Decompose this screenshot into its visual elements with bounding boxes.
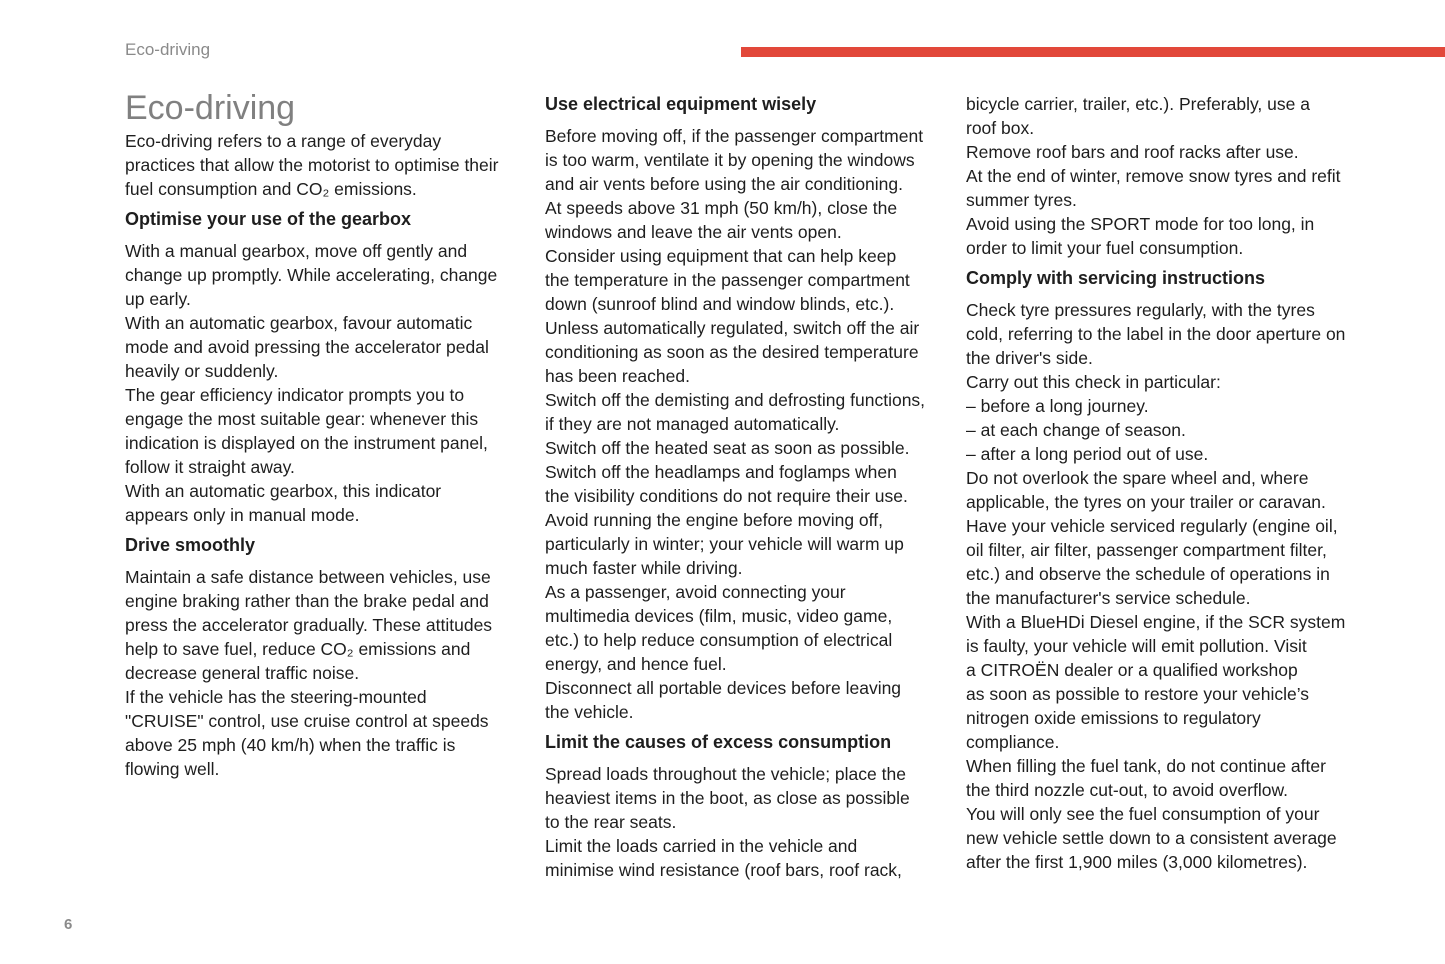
section-heading	[966, 266, 1386, 290]
page-number: 6	[64, 916, 73, 933]
text-line: minimise wind resistance (roof bars, roof rack,	[545, 860, 902, 880]
text-line: nitrogen oxide emissions to regulatory	[966, 708, 1261, 728]
text-line: – at each change of season.	[966, 420, 1186, 440]
text-line: energy, and hence fuel.	[545, 654, 727, 674]
text-line: practices that allow the motorist to optimise their	[125, 155, 499, 175]
text-line: With an automatic gearbox, this indicator	[125, 481, 442, 501]
text-line: change up promptly. While accelerating, change	[125, 265, 498, 285]
text-line: Check tyre pressures regularly, with the tyres	[966, 300, 1315, 320]
text-line: roof box.	[966, 118, 1035, 138]
text-line: Consider using equipment that can help keep	[545, 246, 897, 266]
section-heading	[545, 92, 965, 116]
text-line: conditioning as soon as the desired temperature	[545, 342, 919, 362]
text-line: fuel consumption and CO₂ emissions.	[125, 179, 417, 199]
text-line: order to limit your fuel consumption.	[966, 238, 1244, 258]
text-line: – before a long journey.	[966, 396, 1149, 416]
text-line: Switch off the demisting and defrosting functions,	[545, 390, 926, 410]
text-line: The gear efficiency indicator prompts you to	[125, 385, 465, 405]
text-line: has been reached.	[545, 366, 690, 386]
section-heading	[545, 730, 965, 754]
text-line: engine braking rather than the brake pedal and	[125, 591, 489, 611]
text-line: the visibility conditions do not require their use.	[545, 486, 908, 506]
text-line: compliance.	[966, 732, 1060, 752]
text-line: Optimise your use of the gearbox	[125, 209, 412, 229]
text-line: help to save fuel, reduce CO₂ emissions and	[125, 639, 471, 659]
text-line: mode and avoid pressing the accelerator pedal	[125, 337, 489, 357]
text-line: With a BlueHDi Diesel engine, if the SCR system	[966, 612, 1346, 632]
text-line: much faster while driving.	[545, 558, 743, 578]
text-line: particularly in winter; your vehicle will warm up	[545, 534, 904, 554]
text-line: heavily or suddenly.	[125, 361, 279, 381]
text-line: etc.) to help reduce consumption of electrical	[545, 630, 893, 650]
text-line: Limit the loads carried in the vehicle and	[545, 836, 858, 856]
text-line: press the accelerator gradually. These attitudes	[125, 615, 493, 635]
text-line: When filling the fuel tank, do not continue after	[966, 756, 1326, 776]
paragraph	[125, 239, 545, 527]
text-line: summer tyres.	[966, 190, 1077, 210]
text-line: engage the most suitable gear: whenever this	[125, 409, 479, 429]
text-line: Switch off the headlamps and foglamps when	[545, 462, 897, 482]
text-line: Avoid using the SPORT mode for too long, in	[966, 214, 1315, 234]
text-line: up early.	[125, 289, 191, 309]
text-line: the driver's side.	[966, 348, 1093, 368]
text-line: Unless automatically regulated, switch off the air	[545, 318, 920, 338]
text-line: oil filter, air filter, passenger compartment filter,	[966, 540, 1327, 560]
section-heading	[125, 207, 545, 231]
text-line: is faulty, your vehicle will emit pollution. Visit	[966, 636, 1307, 656]
text-line: Carry out this check in particular:	[966, 372, 1221, 392]
text-line: Eco-driving	[125, 89, 296, 127]
text-line: At speeds above 31 mph (50 km/h), close the	[545, 198, 898, 218]
running-header-title: Eco-driving	[125, 40, 211, 59]
page-title	[125, 88, 545, 128]
text-line: flowing well.	[125, 759, 220, 779]
paragraph	[966, 92, 1386, 260]
text-line: indication is displayed on the instrument panel,	[125, 433, 488, 453]
text-line: Spread loads throughout the vehicle; place the	[545, 764, 906, 784]
text-line: etc.) and observe the schedule of operations in	[966, 564, 1330, 584]
text-line: As a passenger, avoid connecting your	[545, 582, 846, 602]
paragraph	[545, 124, 965, 724]
column-left	[125, 89, 545, 781]
text-line: the third nozzle cut-out, to avoid overflow.	[966, 780, 1288, 800]
text-line: At the end of winter, remove snow tyres and refit	[966, 166, 1341, 186]
text-line: Before moving off, if the passenger compartment	[545, 126, 924, 146]
text-line: the temperature in the passenger compartment	[545, 270, 910, 290]
text-line: appears only in manual mode.	[125, 505, 360, 525]
text-line: decrease general traffic noise.	[125, 663, 360, 683]
paragraph	[125, 129, 545, 201]
header-accent-bar	[741, 47, 1445, 57]
text-line: If the vehicle has the steering-mounted	[125, 687, 427, 707]
text-line: Drive smoothly	[125, 535, 256, 555]
paragraph	[966, 298, 1386, 874]
text-line: With an automatic gearbox, favour automatic	[125, 313, 473, 333]
text-line: heaviest items in the boot, as close as possible	[545, 788, 910, 808]
text-line: follow it straight away.	[125, 457, 295, 477]
paragraph	[545, 762, 965, 882]
text-line: Remove roof bars and roof racks after use.	[966, 142, 1299, 162]
text-line: cold, referring to the label in the door aperture on	[966, 324, 1346, 344]
text-line: down (sunroof blind and window blinds, etc.).	[545, 294, 895, 314]
text-line: Switch off the heated seat as soon as possible.	[545, 438, 910, 458]
text-line: With a manual gearbox, move off gently and	[125, 241, 468, 261]
text-line: if they are not managed automatically.	[545, 414, 840, 434]
text-line: windows and leave the air vents open.	[545, 222, 842, 242]
column-right	[966, 92, 1386, 874]
text-line: Have your vehicle serviced regularly (engine oil,	[966, 516, 1338, 536]
text-line: Avoid running the engine before moving off,	[545, 510, 883, 530]
section-heading	[125, 533, 545, 557]
text-line: Do not overlook the spare wheel and, where	[966, 468, 1309, 488]
text-line: new vehicle settle down to a consistent average	[966, 828, 1337, 848]
text-line: Maintain a safe distance between vehicles, use	[125, 567, 491, 587]
text-line: a CITROËN dealer or a qualified workshop	[966, 660, 1298, 680]
text-line: You will only see the fuel consumption of your	[966, 804, 1320, 824]
text-line: to the rear seats.	[545, 812, 677, 832]
column-middle	[545, 92, 965, 882]
text-line: multimedia devices (film, music, video game,	[545, 606, 893, 626]
text-line: Use electrical equipment wisely	[545, 94, 817, 114]
text-line: the vehicle.	[545, 702, 634, 722]
text-line: applicable, the tyres on your trailer or caravan.	[966, 492, 1326, 512]
text-line: as soon as possible to restore your vehicle’s	[966, 684, 1310, 704]
text-line: and air vents before using the air conditioning.	[545, 174, 904, 194]
text-line: Disconnect all portable devices before leaving	[545, 678, 902, 698]
text-line: Eco-driving refers to a range of everyday	[125, 131, 442, 151]
text-line: above 25 mph (40 km/h) when the traffic is	[125, 735, 456, 755]
text-line: Limit the causes of excess consumption	[545, 732, 892, 752]
text-line: bicycle carrier, trailer, etc.). Preferably, use a	[966, 94, 1310, 114]
text-line: Comply with servicing instructions	[966, 268, 1266, 288]
text-line: the manufacturer's service schedule.	[966, 588, 1251, 608]
text-line: is too warm, ventilate it by opening the windows	[545, 150, 915, 170]
text-line: – after a long period out of use.	[966, 444, 1209, 464]
text-line: after the first 1,900 miles (3,000 kilometres).	[966, 852, 1308, 872]
paragraph	[125, 565, 545, 781]
text-line: "CRUISE" control, use cruise control at speeds	[125, 711, 489, 731]
